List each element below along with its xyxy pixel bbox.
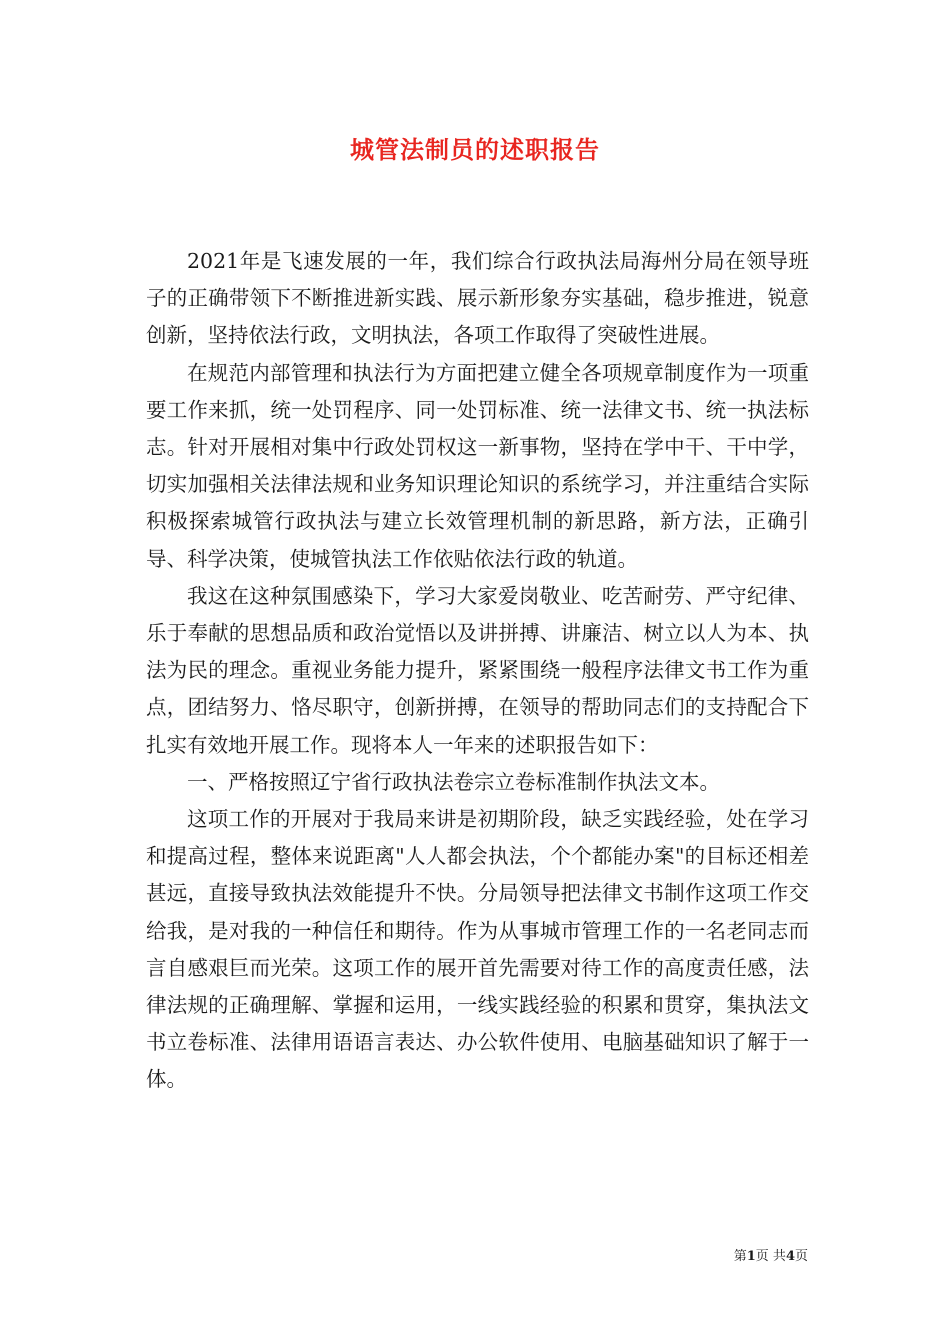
document-body (146, 243, 809, 1099)
footer-suffix: 页 (794, 1249, 808, 1264)
page-footer (600, 1248, 808, 1266)
paragraph: 在规范内部管理和执法行为方面把建立健全各项规章制度作为一项重要工作来抓，统一处罚程序、同一处罚标准、统一法律文书、统一执法标志。针对开展相对集中行政处罚权这一新事物，坚持在学中干、干中学，切实加强相关法律法规和业务知识理论知识的系统学习，并注重结合实际积极探索城管行政执法与建立长效管理机制的新思路，新方法，正确引导、科学决策，使城管执法工作依贴依法行政的轨道。 (146, 360, 809, 571)
paragraph: 我这在这种氛围感染下，学习大家爱岗敬业、吃苦耐劳、严守纪律、乐于奉献的思想品质和政治觉悟以及讲拼搏、讲廉洁、树立以人为本、执法为民的理念。重视业务能力提升，紧紧围绕一般程序法律文书工作为重点，团结努力、恪尽职守，创新拼搏，在领导的帮助同志们的支持配合下扎实有效地开展工作。现将本人一年来的述职报告如下： (146, 583, 809, 757)
document-title: 城管法制员的述职报告 (350, 135, 600, 164)
paragraph: 这项工作的开展对于我局来讲是初期阶段，缺乏实践经验，处在学习和提高过程，整体来说距离"人人都会执法，个个都能办案"的目标还相差甚远，直接导致执法效能提升不快。分局领导把法律文书制作这项工作交给我，是对我的一种信任和期待。作为从事城市管理工作的一名老同志而言自感艰巨而光荣。这项工作的展开首先需要对待工作的高度责任感，法律法规的正确理解、掌握和运用，一线实践经验的积累和贯穿，集执法文书立卷标准、法律用语语言表达、办公软件使用、电脑基础知识了解于一体。 (146, 807, 809, 1092)
footer-middle: 页 共 (755, 1249, 786, 1264)
section-heading: 一、严格按照辽宁省行政执法卷宗立卷标准制作执法文本。 (187, 769, 720, 794)
current-page-number: 1 (746, 1249, 756, 1264)
paragraph: 2021年是飞速发展的一年，我们综合行政执法局海州分局在领导班子的正确带领下不断推进新实践、展示新形象夯实基础，稳步推进，锐意创新，坚持依法行政，文明执法，各项工作取得了突破性进展。 (146, 249, 809, 348)
footer-prefix: 第 (733, 1249, 747, 1264)
total-pages-number: 4 (785, 1249, 795, 1264)
